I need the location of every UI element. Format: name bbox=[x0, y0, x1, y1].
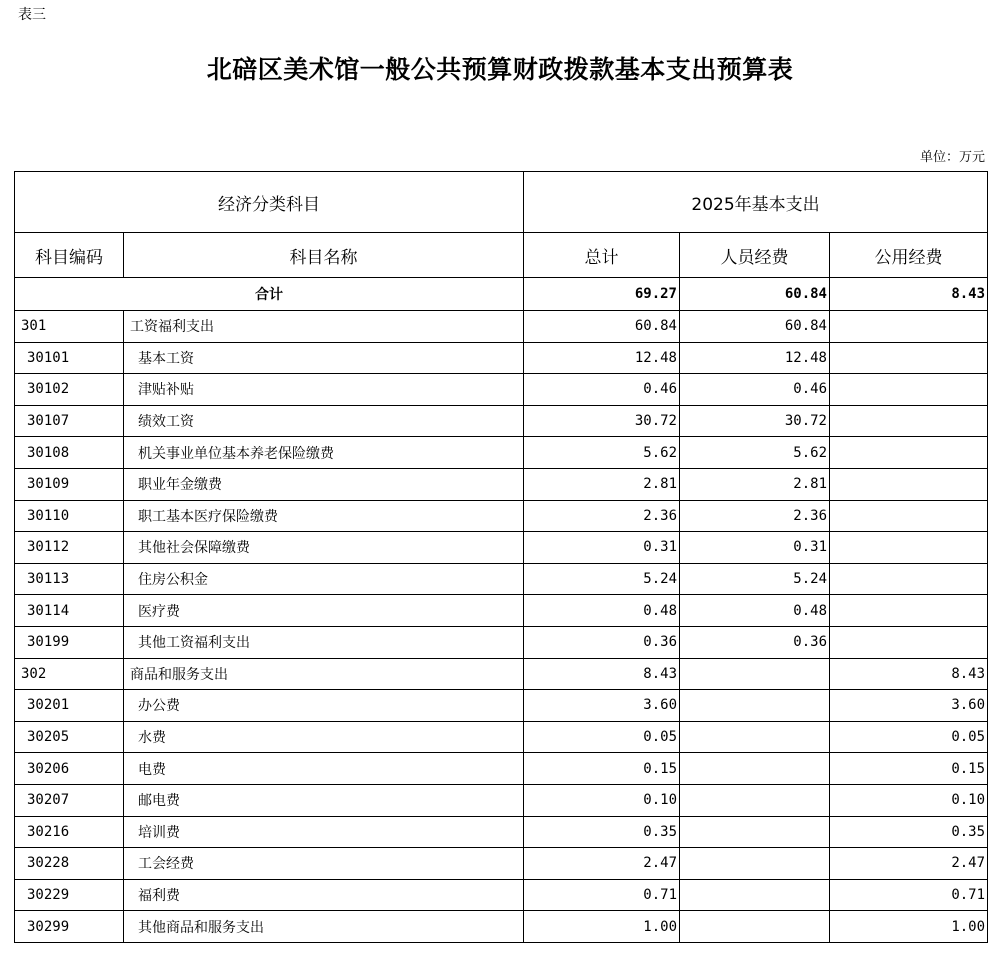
cell-name: 其他商品和服务支出 bbox=[124, 911, 524, 943]
cell-code: 30201 bbox=[15, 690, 124, 722]
cell-name: 工会经费 bbox=[124, 848, 524, 880]
cell-personnel: 0.31 bbox=[680, 532, 830, 564]
cell-personnel bbox=[680, 879, 830, 911]
cell-name: 福利费 bbox=[124, 879, 524, 911]
cell-code: 30299 bbox=[15, 911, 124, 943]
cell-personnel bbox=[680, 721, 830, 753]
cell-total: 2.36 bbox=[524, 500, 680, 532]
cell-code: 30229 bbox=[15, 879, 124, 911]
header-total: 总计 bbox=[524, 233, 680, 278]
cell-public bbox=[830, 374, 988, 406]
table-row bbox=[15, 405, 988, 437]
cell-public: 8.43 bbox=[830, 658, 988, 690]
cell-total: 2.47 bbox=[524, 848, 680, 880]
cell-name: 基本工资 bbox=[124, 342, 524, 374]
cell-name: 邮电费 bbox=[124, 784, 524, 816]
table-row bbox=[15, 437, 988, 469]
cell-personnel: 60.84 bbox=[680, 311, 830, 343]
cell-personnel bbox=[680, 911, 830, 943]
cell-code: 30112 bbox=[15, 532, 124, 564]
header-economic-category: 经济分类科目 bbox=[15, 172, 524, 233]
cell-total: 5.24 bbox=[524, 563, 680, 595]
cell-name: 医疗费 bbox=[124, 595, 524, 627]
cell-name: 电费 bbox=[124, 753, 524, 785]
cell-name: 办公费 bbox=[124, 690, 524, 722]
table-row bbox=[15, 595, 988, 627]
cell-name: 工资福利支出 bbox=[124, 311, 524, 343]
cell-public bbox=[830, 342, 988, 374]
cell-total: 60.84 bbox=[524, 311, 680, 343]
cell-code: 30207 bbox=[15, 784, 124, 816]
cell-code: 30107 bbox=[15, 405, 124, 437]
table-row bbox=[15, 690, 988, 722]
header-basic-expenditure: 2025年基本支出 bbox=[524, 172, 988, 233]
cell-name: 机关事业单位基本养老保险缴费 bbox=[124, 437, 524, 469]
cell-name: 绩效工资 bbox=[124, 405, 524, 437]
table-row bbox=[15, 342, 988, 374]
cell-code: 30205 bbox=[15, 721, 124, 753]
cell-name: 职工基本医疗保险缴费 bbox=[124, 500, 524, 532]
cell-public: 0.71 bbox=[830, 879, 988, 911]
cell-name: 其他社会保障缴费 bbox=[124, 532, 524, 564]
cell-code: 30108 bbox=[15, 437, 124, 469]
cell-total: 0.05 bbox=[524, 721, 680, 753]
cell-total: 0.71 bbox=[524, 879, 680, 911]
header-public: 公用经费 bbox=[830, 233, 988, 278]
unit-label: 单位：万元 bbox=[919, 150, 985, 165]
cell-code: 30114 bbox=[15, 595, 124, 627]
cell-total: 0.31 bbox=[524, 532, 680, 564]
cell-code: 30110 bbox=[15, 500, 124, 532]
cell-name: 津贴补贴 bbox=[124, 374, 524, 406]
cell-public bbox=[830, 311, 988, 343]
cell-public: 0.05 bbox=[830, 721, 988, 753]
cell-total: 2.81 bbox=[524, 468, 680, 500]
cell-public: 0.35 bbox=[830, 816, 988, 848]
header-personnel: 人员经费 bbox=[680, 233, 830, 278]
cell-public bbox=[830, 563, 988, 595]
cell-total: 8.43 bbox=[524, 658, 680, 690]
cell-name: 培训费 bbox=[124, 816, 524, 848]
cell-total: 0.36 bbox=[524, 626, 680, 658]
header-code: 科目编码 bbox=[15, 233, 124, 278]
cell-total: 0.48 bbox=[524, 595, 680, 627]
cell-personnel bbox=[680, 784, 830, 816]
table-row bbox=[15, 721, 988, 753]
table-row bbox=[15, 911, 988, 943]
total-public: 8.43 bbox=[830, 278, 988, 311]
cell-public bbox=[830, 405, 988, 437]
total-label: 合计 bbox=[15, 278, 524, 311]
table-row bbox=[15, 374, 988, 406]
cell-public: 3.60 bbox=[830, 690, 988, 722]
cell-personnel bbox=[680, 690, 830, 722]
cell-total: 3.60 bbox=[524, 690, 680, 722]
cell-personnel: 0.36 bbox=[680, 626, 830, 658]
table-row bbox=[15, 658, 988, 690]
table-row bbox=[15, 626, 988, 658]
cell-name: 水费 bbox=[124, 721, 524, 753]
cell-code: 30228 bbox=[15, 848, 124, 880]
cell-public: 0.10 bbox=[830, 784, 988, 816]
cell-code: 30199 bbox=[15, 626, 124, 658]
cell-code: 30101 bbox=[15, 342, 124, 374]
cell-personnel bbox=[680, 753, 830, 785]
cell-total: 12.48 bbox=[524, 342, 680, 374]
cell-public: 0.15 bbox=[830, 753, 988, 785]
total-personnel: 60.84 bbox=[680, 278, 830, 311]
table-row bbox=[15, 532, 988, 564]
header-row-groups bbox=[15, 172, 988, 233]
cell-personnel: 0.48 bbox=[680, 595, 830, 627]
cell-code: 30216 bbox=[15, 816, 124, 848]
cell-personnel: 2.81 bbox=[680, 468, 830, 500]
cell-name: 职业年金缴费 bbox=[124, 468, 524, 500]
cell-public bbox=[830, 500, 988, 532]
cell-code: 30109 bbox=[15, 468, 124, 500]
cell-code: 30102 bbox=[15, 374, 124, 406]
table-row bbox=[15, 816, 988, 848]
cell-personnel: 12.48 bbox=[680, 342, 830, 374]
cell-total: 0.46 bbox=[524, 374, 680, 406]
cell-name: 住房公积金 bbox=[124, 563, 524, 595]
header-name: 科目名称 bbox=[124, 233, 524, 278]
table-row bbox=[15, 468, 988, 500]
cell-personnel: 30.72 bbox=[680, 405, 830, 437]
cell-public: 2.47 bbox=[830, 848, 988, 880]
cell-public bbox=[830, 532, 988, 564]
table-row bbox=[15, 784, 988, 816]
cell-public bbox=[830, 626, 988, 658]
budget-table bbox=[14, 171, 988, 943]
cell-personnel bbox=[680, 848, 830, 880]
cell-total: 5.62 bbox=[524, 437, 680, 469]
cell-personnel bbox=[680, 658, 830, 690]
cell-code: 302 bbox=[15, 658, 124, 690]
table-row bbox=[15, 563, 988, 595]
total-total: 69.27 bbox=[524, 278, 680, 311]
cell-personnel: 5.24 bbox=[680, 563, 830, 595]
cell-personnel: 0.46 bbox=[680, 374, 830, 406]
cell-public bbox=[830, 468, 988, 500]
table-row bbox=[15, 311, 988, 343]
page-title: 北碚区美术馆一般公共预算财政拨款基本支出预算表 bbox=[206, 55, 794, 84]
table-row bbox=[15, 848, 988, 880]
table-tag: 表三 bbox=[18, 7, 46, 23]
cell-public bbox=[830, 437, 988, 469]
cell-total: 1.00 bbox=[524, 911, 680, 943]
cell-personnel bbox=[680, 816, 830, 848]
cell-personnel: 2.36 bbox=[680, 500, 830, 532]
cell-total: 0.35 bbox=[524, 816, 680, 848]
cell-public: 1.00 bbox=[830, 911, 988, 943]
cell-name: 其他工资福利支出 bbox=[124, 626, 524, 658]
cell-public bbox=[830, 595, 988, 627]
cell-code: 301 bbox=[15, 311, 124, 343]
table-row bbox=[15, 753, 988, 785]
header-row-columns bbox=[15, 233, 988, 278]
table-row bbox=[15, 879, 988, 911]
total-row bbox=[15, 278, 988, 311]
cell-code: 30113 bbox=[15, 563, 124, 595]
cell-code: 30206 bbox=[15, 753, 124, 785]
cell-personnel: 5.62 bbox=[680, 437, 830, 469]
cell-total: 0.15 bbox=[524, 753, 680, 785]
cell-total: 0.10 bbox=[524, 784, 680, 816]
cell-name: 商品和服务支出 bbox=[124, 658, 524, 690]
table-row bbox=[15, 500, 988, 532]
cell-total: 30.72 bbox=[524, 405, 680, 437]
